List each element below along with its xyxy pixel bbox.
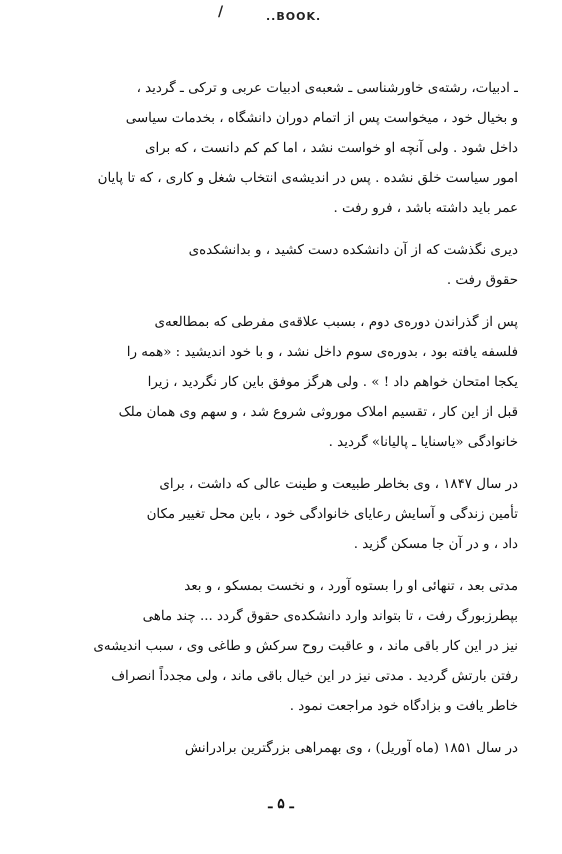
text-line: خانوادگی «یاسنایا ـ پالیانا» گردید . [328, 435, 518, 450]
paragraph [60, 74, 518, 224]
text-line: پس از گذراندن دوره‌ی دوم ، بسبب علاقه‌ی مفرطی که بمطالعه‌ی [154, 315, 518, 330]
text-line: ـ ادبیات، رشته‌ی خاورشناسی ـ شعبه‌ی ادبیات عربی و ترکی ـ گردید ، [136, 81, 518, 96]
page-body [60, 74, 518, 776]
paragraph [60, 470, 518, 560]
text-line: بپطرزبورگ رفت ، تا بتواند وارد دانشکده‌ی حقوق گردد ... چند ماهی [142, 609, 518, 624]
text-line: دیری نگذشت که از آن دانشکده دست کشید ، و بدانشکده‌ی [188, 243, 518, 258]
header-mark: / [218, 4, 225, 20]
text-line: حقوق رفت . [446, 273, 518, 288]
text-line: خاطر یافت و بزادگاه خود مراجعت نمود . [289, 699, 518, 714]
text-line: داد ، و در آن جا مسکن گزید . [353, 537, 518, 552]
paragraph [60, 734, 518, 764]
text-line: مدتی بعد ، تنهائی او را بستوه آورد ، و نخست بمسکو ، و بعد [184, 579, 518, 594]
text-line: در سال ۱۸۵۱ (ماه آوریل) ، وی بهمراهی بزرگترین برادرانش [184, 741, 518, 756]
text-line: قبل از این کار ، تقسیم املاک موروثی شروع شد ، و سهم وی همان ملک [118, 405, 518, 420]
text-line: و بخیال خود ، میخواست پس از اتمام دوران دانشگاه ، بخدمات سیاسی [125, 111, 518, 126]
text-line: در سال ۱۸۴۷ ، وی بخاطر طبیعت و طینت عالی که داشت ، برای [159, 477, 518, 492]
paragraph [60, 572, 518, 722]
text-line: امور سیاست خلق نشده . پس در اندیشه‌ی انتخاب شغل و کاری ، که تا پایان [97, 171, 518, 186]
page-header [200, 4, 370, 26]
paragraph [60, 236, 518, 296]
text-line: داخل شود . ولی آنچه او خواست نشد ، اما کم کم دانست ، که برای [144, 141, 518, 156]
text-line: عمر باید داشته باشد ، فرو رفت . [333, 201, 518, 216]
text-line: تأمین زندگی و آسایش رعایای خانوادگی خود ، باین محل تغییر مکان [146, 507, 518, 522]
page-number: ـ ۵ ـ [268, 796, 294, 812]
text-line: فلسفه یافته بود ، بدوره‌ی سوم داخل نشد ، و با خود اندیشید : «همه را [126, 345, 518, 360]
text-line: یکجا امتحان خواهم داد ! » . ولی هرگز موفق باین کار نگردید ، زیرا [147, 375, 518, 390]
running-title: ..BOOK. [266, 10, 322, 23]
paragraph [60, 308, 518, 458]
text-line: رفتن بارتش گردید . مدتی نیز در این خیال باقی ماند ، ولی مجدداً انصراف [111, 669, 518, 684]
text-line: نیز در این کار باقی ماند ، و عاقبت روح سرکش و طاغی وی ، سبب اندیشه‌ی [93, 639, 518, 654]
